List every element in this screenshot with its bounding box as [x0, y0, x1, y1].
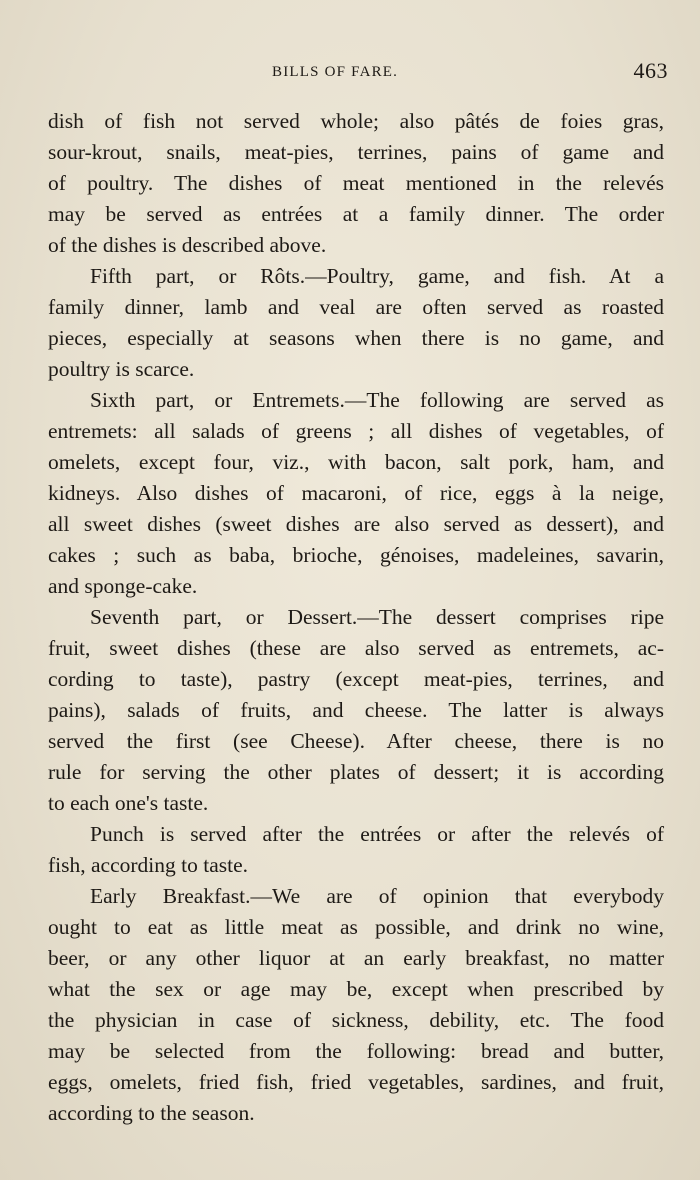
text-line: may be selected from the following: bread and butter,: [48, 1039, 664, 1063]
body-text: [48, 106, 664, 1129]
page-number: 463: [633, 58, 668, 83]
text-line: Early Breakfast.—We are of opinion that everybody: [90, 884, 664, 908]
text-line: beer, or any other liquor at an early breakfast, no matter: [48, 946, 664, 970]
text-line: omelets, except four, viz., with bacon, salt pork, ham, and: [48, 450, 664, 474]
running-head: [0, 58, 700, 88]
text-line: may be served as entrées at a family dinner. The order: [48, 202, 664, 226]
text-line: poultry is scarce.: [48, 357, 195, 381]
text-line: rule for serving the other plates of dessert; it is according: [48, 760, 664, 784]
text-line: ought to eat as little meat as possible, and drink no wine,: [48, 915, 664, 939]
text-line: pieces, especially at seasons when there is no game, and: [48, 326, 664, 350]
text-line: Punch is served after the entrées or after the relevés of: [90, 822, 664, 846]
text-line: eggs, omelets, fried fish, fried vegetables, sardines, and fruit,: [48, 1070, 664, 1094]
text-line: Fifth part, or Rôts.—Poultry, game, and fish. At a: [90, 264, 664, 288]
text-line: Seventh part, or Dessert.—The dessert comprises ripe: [90, 605, 664, 629]
text-line: the physician in case of sickness, debility, etc. The food: [48, 1008, 664, 1032]
running-title: BILLS OF FARE.: [272, 64, 399, 80]
text-line: kidneys. Also dishes of macaroni, of rice, eggs à la neige,: [48, 481, 664, 505]
text-line: what the sex or age may be, except when prescribed by: [48, 977, 664, 1001]
text-line: fish, according to taste.: [48, 853, 249, 877]
text-line: cakes ; such as baba, brioche, génoises, madeleines, savarin,: [48, 543, 664, 567]
text-line: of poultry. The dishes of meat mentioned in the relevés: [48, 171, 664, 195]
text-line: fruit, sweet dishes (these are also served as entremets, ac-: [48, 636, 664, 660]
text-line: served the first (see Cheese). After cheese, there is no: [48, 729, 664, 753]
text-line: Sixth part, or Entremets.—The following are served as: [90, 388, 664, 412]
text-line: dish of fish not served whole; also pâtés de foies gras,: [48, 109, 664, 133]
text-line: entremets: all salads of greens ; all dishes of vegetables, of: [48, 419, 664, 443]
text-line: cording to taste), pastry (except meat-pies, terrines, and: [48, 667, 664, 691]
text-line: pains), salads of fruits, and cheese. The latter is always: [48, 698, 664, 722]
text-line: family dinner, lamb and veal are often served as roasted: [48, 295, 664, 319]
text-line: sour-krout, snails, meat-pies, terrines, pains of game and: [48, 140, 664, 164]
text-line: according to the season.: [48, 1101, 255, 1125]
text-line: to each one's taste.: [48, 791, 209, 815]
text-line: and sponge-cake.: [48, 574, 198, 598]
text-line: of the dishes is described above.: [48, 233, 327, 257]
text-line: all sweet dishes (sweet dishes are also served as dessert), and: [48, 512, 664, 536]
